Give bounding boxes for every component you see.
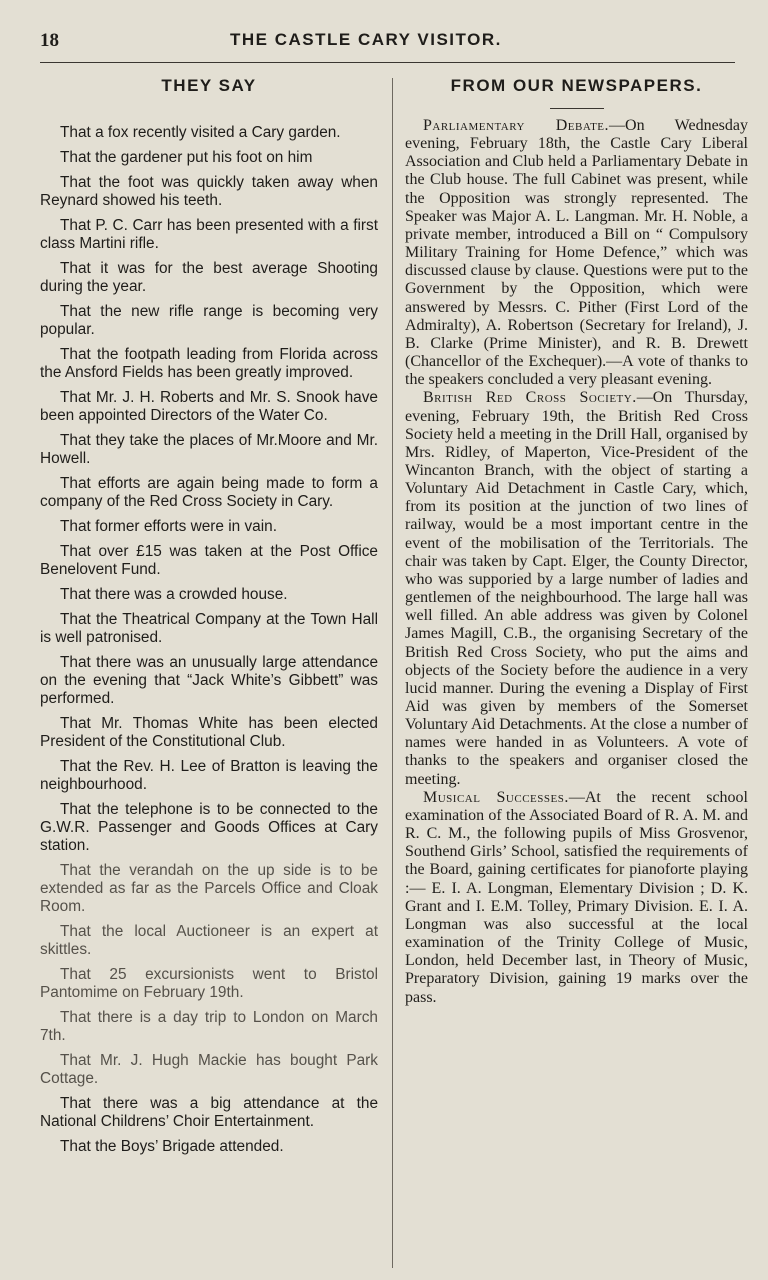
article-parliamentary-debate	[405, 117, 748, 389]
they-say-item: That P. C. Carr has been presented with a first class Martini rifle.	[40, 217, 378, 252]
newspapers-heading: FROM OUR NEWSPAPERS.	[450, 76, 703, 95]
they-say-item: That the Rev. H. Lee of Bratton is leaving the neighbourhood.	[40, 758, 378, 793]
they-say-item: That there was an unusually large attendance on the evening that “Jack White’s Gibbett” was performed.	[40, 654, 378, 707]
they-say-item: That efforts are again being made to form a company of the Red Cross Society in Cary.	[40, 475, 378, 510]
article-body: —On Wednesday evening, February 18th, the Castle Cary Liberal Association and Club held a Parliamentary Debate in the Club house. The full Cabinet was present, while the Opposition was strongly represented. The Speaker was Major A. L. Langman. Mr. H. Noble, a private member, introduced a Bill on “ Compulsory Military Training for Home Defence,” which was discussed clause by clause. Questions were put to the Government by the Opposition, which were answered by Messrs. C. Pither (First Lord of the Admiralty), A. Robertson (Secretary for Ireland), J. B. Clarke (Prime Minister), and R. B. Drewett (Chancellor of the Exchequer).—A vote of thanks to the speakers concluded a very pleasant evening.	[405, 117, 748, 389]
heading-rule	[550, 108, 604, 109]
article-title: Parliamentary Debate.	[423, 117, 610, 134]
article-title: Musical Successes.	[423, 788, 569, 806]
they-say-item: That the verandah on the up side is to be extended as far as the Parcels Office and Cloak Room.	[40, 862, 378, 915]
page-number: 18	[40, 30, 59, 51]
column-divider	[392, 78, 393, 1268]
they-say-item: That the footpath leading from Florida across the Ansford Fields has been greatly improved.	[40, 346, 378, 381]
running-title: THE CASTLE CARY VISITOR.	[230, 30, 502, 49]
they-say-item: That it was for the best average Shooting during the year.	[40, 260, 378, 295]
newspapers-column	[405, 76, 748, 1007]
they-say-item: That former efforts were in vain.	[60, 518, 277, 535]
they-say-item: That 25 excursionists went to Bristol Pantomime on February 19th.	[40, 966, 378, 1001]
they-say-item: That there is a day trip to London on March 7th.	[40, 1009, 378, 1044]
they-say-column	[40, 76, 378, 1163]
they-say-item: That the gardener put his foot on him	[60, 149, 313, 166]
article-body: —On Thursday, evening, February 19th, the British Red Cross Society held a meeting in the Drill Hall, organised by Mrs. Ridley, of Maperton, Vice-President of the Wincanton Branch, with the object of starting a Voluntary Aid Detachment in Castle Cary, which, from its position at the junction of two lines of railway, would be a most important centre in the event of the mobilisation of the Territorials. The chair was taken by Capt. Elger, the County Director, who was supporied by a large number of ladies and gentlemen of the neighbourhood. The large hall was well filled. An able address was given by Colonel James Magill, C.B., the organising Secretary of the British Red Cross Society, who put the aims and objects of the Society before the audience in a very lucid manner. During the evening a Display of First Aid was given by members of the Somerset Voluntary Aid Detachments. At the close a number of names were handed in as Volunteers. A vote of thanks to the speakers and organiser closed the meeting.	[405, 389, 748, 788]
header-rule	[40, 62, 735, 63]
they-say-item: That the foot was quickly taken away when Reynard showed his teeth.	[40, 174, 378, 209]
they-say-heading: THEY SAY	[161, 76, 257, 95]
they-say-item: That over £15 was taken at the Post Office Benelovent Fund.	[40, 543, 378, 578]
they-say-item: That the local Auctioneer is an expert at skittles.	[40, 923, 378, 958]
article-body: —At the recent school examination of the Associated Board of R. A. M. and R. C. M., the following pupils of Miss Grosvenor, Southend Girls’ School, satisfied the requirements of the Board, gaining certificates for pianoforte playing :— E. I. A. Longman, Elementary Division ; D. K. Grant and I. E.M. Tolley, Primary Division. E. I. A. Longman was also successful at the local examination of the Trinity College of Music, London, held December last, in Theory of Music, Preparatory Division, gaining 19 marks over the pass.	[405, 788, 748, 1006]
they-say-item: That Mr. Thomas White has been elected President of the Constitutional Club.	[40, 715, 378, 750]
they-say-item: That there was a crowded house.	[60, 586, 288, 603]
they-say-item: That Mr. J. Hugh Mackie has bought Park Cottage.	[40, 1052, 378, 1087]
article-musical-successes	[405, 789, 748, 1007]
they-say-item: That Mr. J. H. Roberts and Mr. S. Snook have been appointed Directors of the Water Co.	[40, 389, 378, 424]
they-say-item: That there was a big attendance at the National Childrens’ Choir Entertainment.	[40, 1095, 378, 1130]
they-say-item: That the Boys’ Brigade attended.	[60, 1138, 284, 1155]
they-say-item: That they take the places of Mr.Moore and Mr. Howell.	[40, 432, 378, 467]
page-header	[40, 30, 740, 54]
they-say-item: That the new rifle range is becoming very popular.	[40, 303, 378, 338]
article-title: British Red Cross Society.	[423, 389, 637, 407]
article-red-cross	[405, 389, 748, 788]
they-say-item: That the telephone is to be connected to the G.W.R. Passenger and Goods Offices at Cary station.	[40, 801, 378, 854]
they-say-item: That the Theatrical Company at the Town Hall is well patronised.	[40, 611, 378, 646]
they-say-item: That a fox recently visited a Cary garden.	[60, 124, 341, 141]
